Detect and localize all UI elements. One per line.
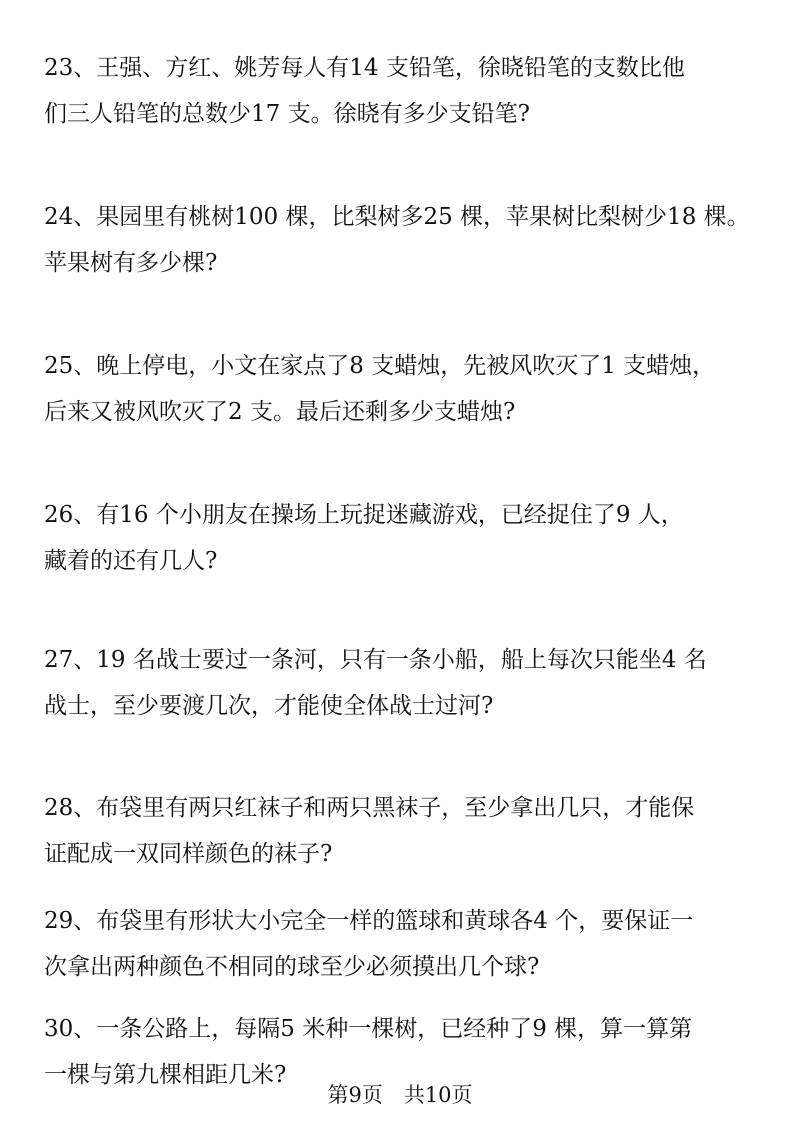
problem-line: 29、布袋里有形状大小完全一样的篮球和黄球各4 个，要保证一 <box>44 908 694 934</box>
problem-line: 战士，至少要渡几次，才能使全体战士过河? <box>44 693 494 719</box>
problem-line: 苹果树有多少棵? <box>44 250 218 276</box>
problem-line: 26、有16 个小朋友在操场上玩捉迷藏游戏，已经捉住了9 人， <box>44 502 684 528</box>
problem-line: 一棵与第九棵相距几米? <box>44 1062 287 1088</box>
problem-line: 27、19 名战士要过一条河，只有一条小船，船上每次只能坐4 名 <box>44 647 707 673</box>
problem-line: 24、果园里有桃树100 棵，比梨树多25 棵，苹果树比梨树少18 棵。 <box>44 204 750 230</box>
problem-23 <box>44 45 784 137</box>
problem-line: 30、一条公路上，每隔5 米种一棵树，已经种了9 棵，算一算第 <box>44 1016 693 1042</box>
problem-line: 们三人铅笔的总数少17 支。徐晓有多少支铅笔? <box>44 101 530 127</box>
page-footer: 第9页 共10页 <box>327 1083 473 1107</box>
problem-29 <box>44 898 784 990</box>
problem-25 <box>44 343 784 435</box>
problem-line: 23、王强、方红、姚芳每人有14 支铅笔，徐晓铅笔的支数比他 <box>44 55 685 81</box>
problem-27 <box>44 637 784 729</box>
problem-line: 藏着的还有几人? <box>44 548 218 574</box>
problem-24 <box>44 194 784 286</box>
problem-28 <box>44 785 784 877</box>
problem-26 <box>44 492 784 584</box>
problem-line: 后来又被风吹灭了2 支。最后还剩多少支蜡烛? <box>44 399 516 425</box>
problem-line: 25、晚上停电，小文在家点了8 支蜡烛，先被风吹灭了1 支蜡烛， <box>44 353 716 379</box>
problem-line: 28、布袋里有两只红袜子和两只黑袜子，至少拿出几只，才能保 <box>44 795 695 821</box>
problem-line: 证配成一双同样颜色的袜子? <box>44 841 333 867</box>
problem-line: 次拿出两种颜色不相同的球至少必须摸出几个球? <box>44 954 540 980</box>
